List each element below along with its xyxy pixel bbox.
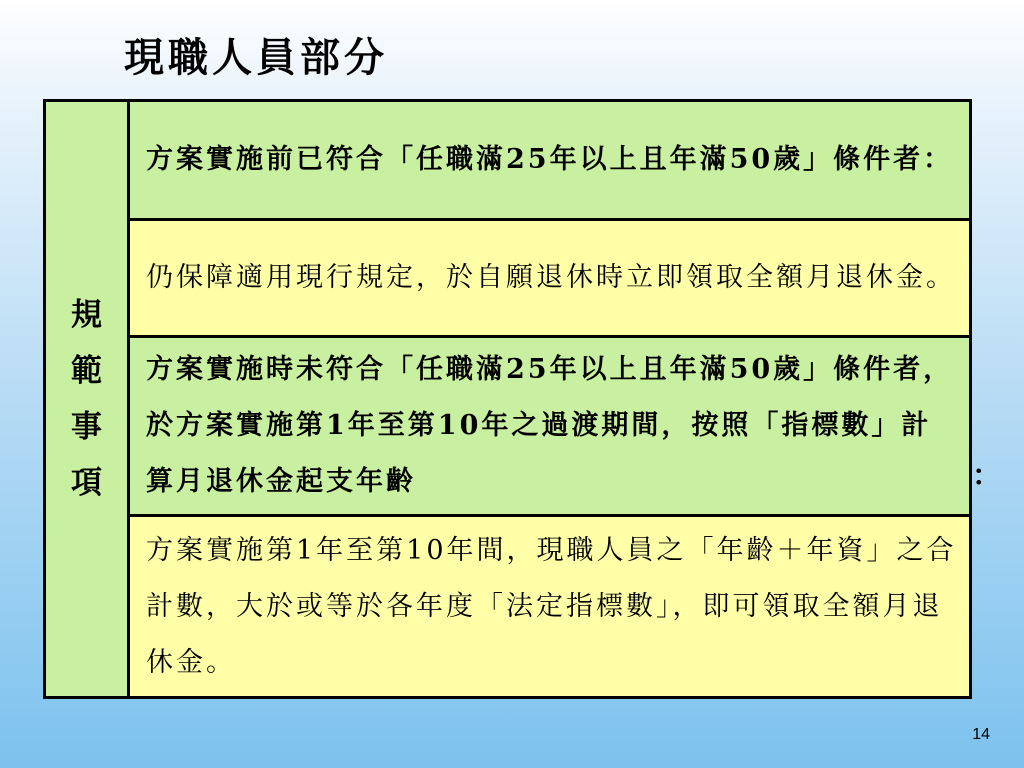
condition-text: 方案實施前已符合「任職滿25年以上且年滿50歲」條件者： [146,144,954,175]
trailing-colon: ： [972,458,1002,492]
condition-cell [129,337,971,516]
slide-title: 現職人員部分 [124,34,388,81]
table-row [45,516,971,698]
condition-cell [129,101,971,220]
side-label: 規範事項 [71,297,102,501]
rules-table [43,99,972,699]
note-text: 仍保障適用現行規定，於自願退休時立即領取全額月退休金。 [146,262,956,293]
table-row [45,220,971,337]
table-row [45,101,971,220]
page-number: 14 [972,726,990,743]
side-label-cell [45,101,129,698]
condition-text: 方案實施時未符合「任職滿25年以上且年滿50歲」條件者，於方案實施第1年至第10年之過渡期間，按照「指標數」計算月退休金起支年齡 [146,354,954,497]
note-cell [129,516,971,698]
note-text: 方案實施第1年至第10年間，現職人員之「年齡＋年資」之合計數，大於或等於各年度「法定指標數」，即可領取全額月退休金。 [146,534,957,678]
note-cell [129,220,971,337]
table-row [45,337,971,516]
